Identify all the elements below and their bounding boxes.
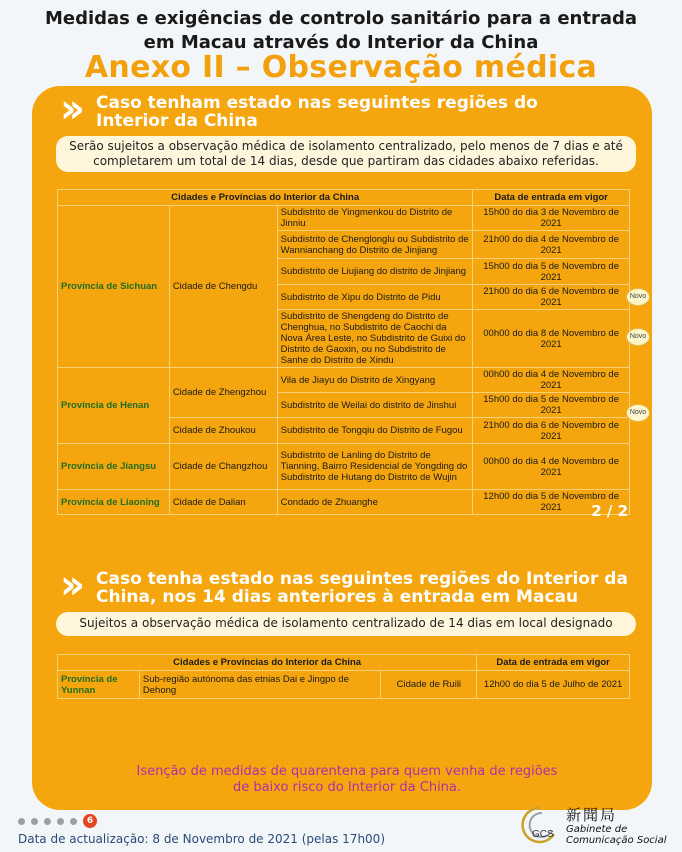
column-header-date: Data de entrada em vigor bbox=[473, 190, 630, 206]
annex-title: Anexo II – Observação médica bbox=[84, 50, 598, 85]
province-cell: Província de Yunnan bbox=[58, 671, 140, 699]
last-updated: Data de actualização: 8 de Novembro de 2021 (pelas 17h00) bbox=[18, 832, 385, 846]
area-cell: Vila de Jiayu do Distrito de Xingyang bbox=[277, 368, 473, 393]
area-cell: Subdistrito de Liujiang do distrito de Jinjiang bbox=[277, 259, 473, 285]
date-cell: 15h00 do dia 3 de Novembro de 2021 bbox=[473, 206, 630, 231]
section2-table bbox=[57, 654, 630, 699]
area-cell: Sub-região autónoma das etnias Dai e Jingpo de Dehong bbox=[139, 671, 381, 699]
city-cell: Cidade de Zhoukou bbox=[169, 418, 277, 444]
province-cell: Província de Henan bbox=[58, 368, 170, 444]
section1-title-line1: Caso tenham estado nas seguintes regiões do bbox=[96, 93, 538, 113]
city-cell: Cidade de Chengdu bbox=[169, 206, 277, 368]
date-cell: 15h00 do dia 5 de Novembro de 2021 bbox=[473, 259, 630, 285]
date-cell: 00h00 do dia 8 de Novembro de 2021 bbox=[473, 310, 630, 368]
date-cell: 21h00 do dia 6 de Novembro de 2021 bbox=[473, 418, 630, 444]
city-cell: Cidade de Ruili bbox=[381, 671, 477, 699]
section1-notice bbox=[56, 136, 636, 172]
pagination-dots bbox=[18, 814, 97, 828]
gcs-logo bbox=[520, 802, 680, 850]
page-dot[interactable] bbox=[57, 818, 64, 825]
title-line-1: Medidas e exigências de controlo sanitário para a entrada bbox=[44, 8, 638, 29]
section2-title-line1: Caso tenha estado nas seguintes regiões do Interior da bbox=[96, 569, 628, 589]
area-cell: Subdistrito de Chenglonglu ou Subdistrito de Wannianchang do Distrito de Jinjiang bbox=[277, 231, 473, 259]
date-cell: 21h00 do dia 4 de Novembro de 2021 bbox=[473, 231, 630, 259]
new-badge: Novo bbox=[626, 328, 650, 346]
chevron-right-icon: ›› bbox=[60, 562, 77, 608]
logo-mark-text: GCS bbox=[532, 829, 554, 840]
page-dot[interactable] bbox=[70, 818, 77, 825]
page-dot[interactable] bbox=[18, 818, 25, 825]
area-cell: Subdistrito de Lanling do Distrito de Tianning, Bairro Residencial de Yongding do Subdistrito de Hutang do Distrito de Wujin bbox=[277, 444, 473, 490]
new-badge: Novo bbox=[626, 404, 650, 422]
section1-notice-line1: Serão sujeitos a observação médica de isolamento centralizado, pelo menos de 7 dias e até bbox=[69, 139, 623, 153]
page-dot[interactable] bbox=[31, 818, 38, 825]
logo-portuguese-name bbox=[566, 824, 667, 846]
city-cell: Cidade de Zhengzhou bbox=[169, 368, 277, 418]
section1-table bbox=[57, 189, 630, 515]
section2-notice: Sujeitos a observação médica de isolamento centralizado de 14 dias em local designado bbox=[56, 612, 636, 636]
title-line-2: em Macau através do Interior da China bbox=[143, 32, 539, 53]
province-cell: Província de Sichuan bbox=[58, 206, 170, 368]
province-cell: Província de Liaoning bbox=[58, 490, 170, 515]
area-cell: Subdistrito de Tongqiu do Distrito de Fugou bbox=[277, 418, 473, 444]
area-cell: Subdistrito de Shengdeng do Distrito de Chenghua, no Subdistrito de Caochi da Nova Área Leste, no Subdistrito de Guixi do Distrito de Gaoxin, ou no Subdistrito de Sanhe do Distrito de Xindu bbox=[277, 310, 473, 368]
area-cell: Subdistrito de Weilai do distrito de Jinshui bbox=[277, 393, 473, 418]
exemption-note bbox=[62, 764, 632, 796]
new-badge: Novo bbox=[626, 288, 650, 306]
area-cell: Condado de Zhuanghe bbox=[277, 490, 473, 515]
table-row bbox=[58, 671, 630, 699]
column-header-region: Cidades e Províncias do Interior da China bbox=[58, 190, 473, 206]
area-cell: Subdistrito de Xipu do Distrito de Pidu bbox=[277, 285, 473, 310]
date-cell: 00h00 do dia 4 de Novembro de 2021 bbox=[473, 368, 630, 393]
current-page-dot[interactable]: 6 bbox=[83, 814, 97, 828]
column-header-date: Data de entrada em vigor bbox=[477, 655, 630, 671]
section2-title-line2: China, nos 14 dias anteriores à entrada em Macau bbox=[96, 587, 579, 607]
logo-pt-line1: Gabinete de bbox=[566, 824, 628, 835]
table-row bbox=[58, 490, 630, 515]
table-header bbox=[58, 655, 630, 671]
table-row bbox=[58, 444, 630, 490]
column-header-region: Cidades e Províncias do Interior da China bbox=[58, 655, 477, 671]
chevron-right-icon: ›› bbox=[60, 86, 77, 132]
date-cell: 12h00 do dia 5 de Julho de 2021 bbox=[477, 671, 630, 699]
date-cell: 12h00 do dia 5 de Novembro de 2021 bbox=[473, 490, 630, 515]
table-header bbox=[58, 190, 630, 206]
table-row bbox=[58, 368, 630, 393]
section1-title-line2: Interior da China bbox=[96, 111, 258, 131]
exemption-note-line2: de baixo risco do Interior da China. bbox=[232, 780, 462, 795]
date-cell: 15h00 do dia 5 de Novembro de 2021 bbox=[473, 393, 630, 418]
date-cell: 21h00 do dia 6 de Novembro de 2021 bbox=[473, 285, 630, 310]
province-cell: Província de Jiangsu bbox=[58, 444, 170, 490]
logo-chinese-name: 新聞局 bbox=[566, 806, 618, 824]
area-cell: Subdistrito de Yingmenkou do Distrito de Jinniu bbox=[277, 206, 473, 231]
page-dot[interactable] bbox=[44, 818, 51, 825]
gcs-logo-icon bbox=[520, 804, 558, 846]
exemption-note-line1: Isenção de medidas de quarentena para quem venha de regiões bbox=[136, 764, 558, 779]
city-cell: Cidade de Dalian bbox=[169, 490, 277, 515]
date-cell: 00h00 do dia 4 de Novembro de 2021 bbox=[473, 444, 630, 490]
city-cell: Cidade de Changzhou bbox=[169, 444, 277, 490]
page-indicator: 2 / 2 bbox=[591, 502, 628, 520]
content-card bbox=[32, 86, 652, 810]
section1-notice-line2: completarem um total de 14 dias, desde que partiram das cidades abaixo referidas. bbox=[93, 154, 599, 168]
logo-pt-line2: Comunicação Social bbox=[566, 835, 667, 846]
table-row bbox=[58, 206, 630, 231]
